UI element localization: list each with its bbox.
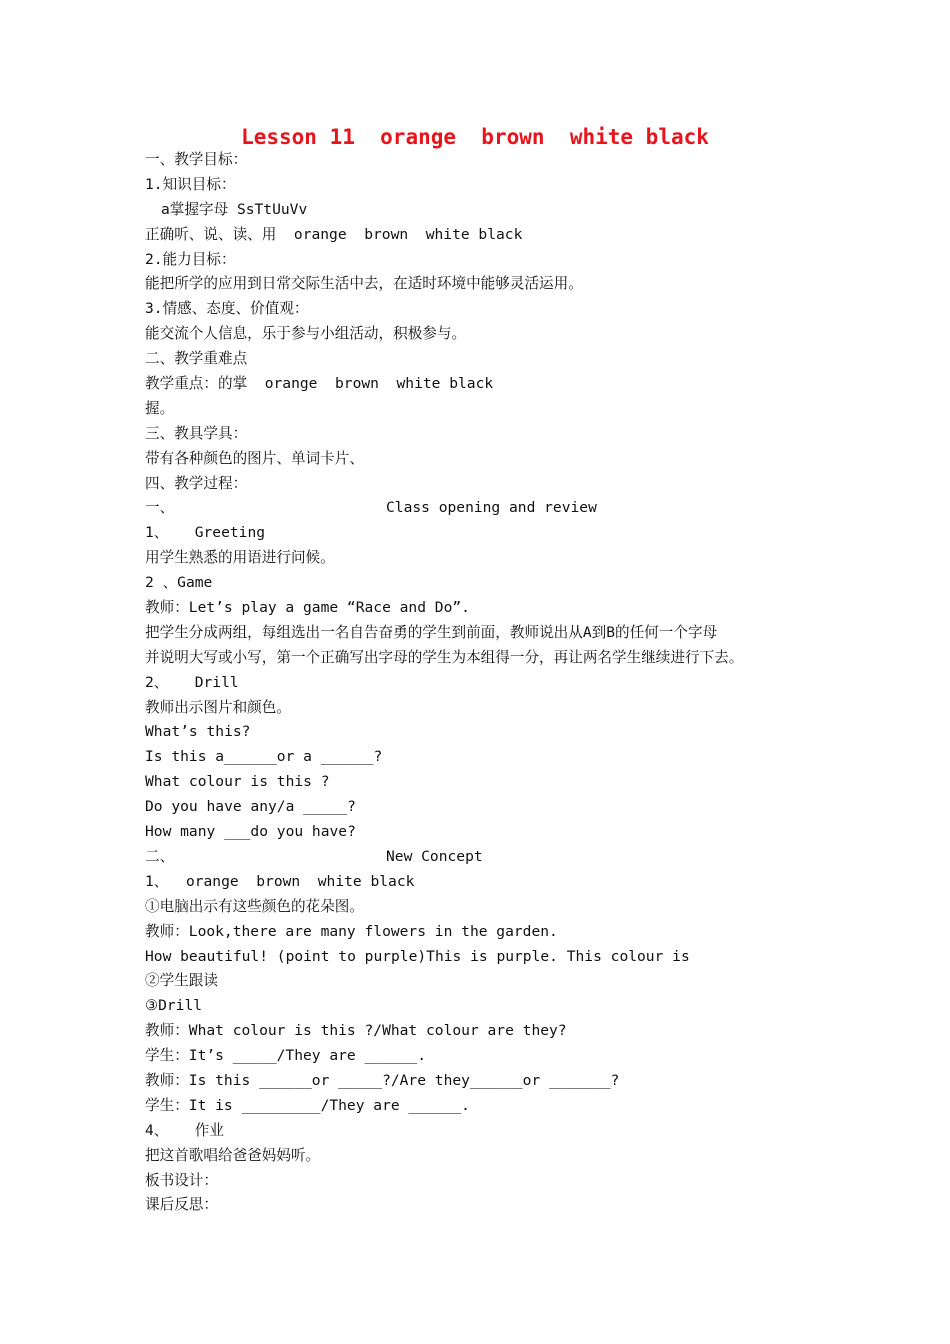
text-line: 教师出示图片和颜色。 — [145, 698, 291, 716]
subheading-attitude: 3.情感、态度、价值观： — [145, 300, 309, 318]
text-line: ①电脑出示有这些颜色的花朵图。 — [145, 897, 364, 915]
section-heading-key-points: 二、教学重难点 — [145, 350, 248, 368]
text-line: 用学生熟悉的用语进行问候。 — [145, 549, 335, 567]
text-line: 2 、Game — [145, 574, 213, 592]
text-line: How many ___do you have? — [145, 823, 356, 841]
text-line: Is this a______or a ______? — [145, 748, 383, 766]
text-line: 教师：Look,there are many flowers in the garden. — [145, 922, 558, 940]
text-line: 教学重点：的掌 orange brown white black — [145, 375, 494, 393]
text-line: 4、 作业 — [145, 1121, 224, 1139]
section-heading-process: 四、教学过程： — [145, 474, 248, 492]
text-line: 教师：Is this ______or _____?/Are they______or _______? — [145, 1071, 620, 1089]
text-line: 把学生分成两组，每组选出一名自告奋勇的学生到前面，教师说出从A到B的任何一个字母 — [145, 623, 718, 641]
text-line: Do you have any/a _____? — [145, 798, 356, 816]
text-line: 把这首歌唱给爸爸妈妈听。 — [145, 1146, 321, 1164]
board-design-label: 板书设计： — [145, 1171, 218, 1189]
step-number: 二、 — [145, 847, 175, 865]
step-heading-new-concept — [145, 845, 845, 870]
text-line: ②学生跟读 — [145, 972, 218, 990]
subheading-knowledge: 1.知识目标： — [145, 175, 236, 193]
section-heading-materials: 三、教具学具： — [145, 424, 248, 442]
text-line: 教师：What colour is this ?/What colour are they? — [145, 1022, 567, 1040]
text-line: 教师：Let’s play a game “Race and Do”. — [145, 599, 470, 617]
subheading-ability: 2.能力目标： — [145, 250, 236, 268]
reflection-label: 课后反思： — [145, 1196, 218, 1214]
text-line: 1、 orange brown white black — [145, 872, 415, 890]
text-line: 能交流个人信息，乐于参与小组活动，积极参与。 — [145, 325, 467, 343]
text-line: 1、 Greeting — [145, 524, 266, 542]
step-number: 一、 — [145, 499, 175, 517]
text-line: 握。 — [145, 399, 175, 417]
text-line: a掌握字母 SsTtUuVv — [161, 200, 308, 218]
text-line: 并说明大写或小写，第一个正确写出字母的学生为本组得一分，再让两名学生继续进行下去。 — [145, 648, 744, 666]
section-heading-objectives: 一、教学目标： — [145, 151, 248, 168]
text-line: ③Drill — [145, 997, 203, 1015]
step-title: Class opening and review — [386, 499, 597, 517]
lesson-title: Lesson 11 orange brown white black — [241, 125, 709, 149]
text-line: What’s this? — [145, 723, 251, 741]
text-line: 学生：It is _________/They are ______. — [145, 1096, 470, 1114]
text-line: 2、 Drill — [145, 673, 239, 691]
step-heading-opening — [145, 496, 845, 521]
text-line: 学生：It’s _____/They are ______. — [145, 1047, 427, 1065]
text-line: 正确听、说、读、用 orange brown white black — [145, 225, 523, 243]
text-line: 能把所学的应用到日常交际生活中去，在适时环境中能够灵活运用。 — [145, 275, 583, 293]
text-line: What colour is this ? — [145, 773, 330, 791]
step-title: New Concept — [386, 847, 483, 865]
text-line: How beautiful! (point to purple)This is purple. This colour is — [145, 947, 690, 965]
document-body — [145, 148, 845, 1218]
text-line: 带有各种颜色的图片、单词卡片、 — [145, 449, 364, 467]
